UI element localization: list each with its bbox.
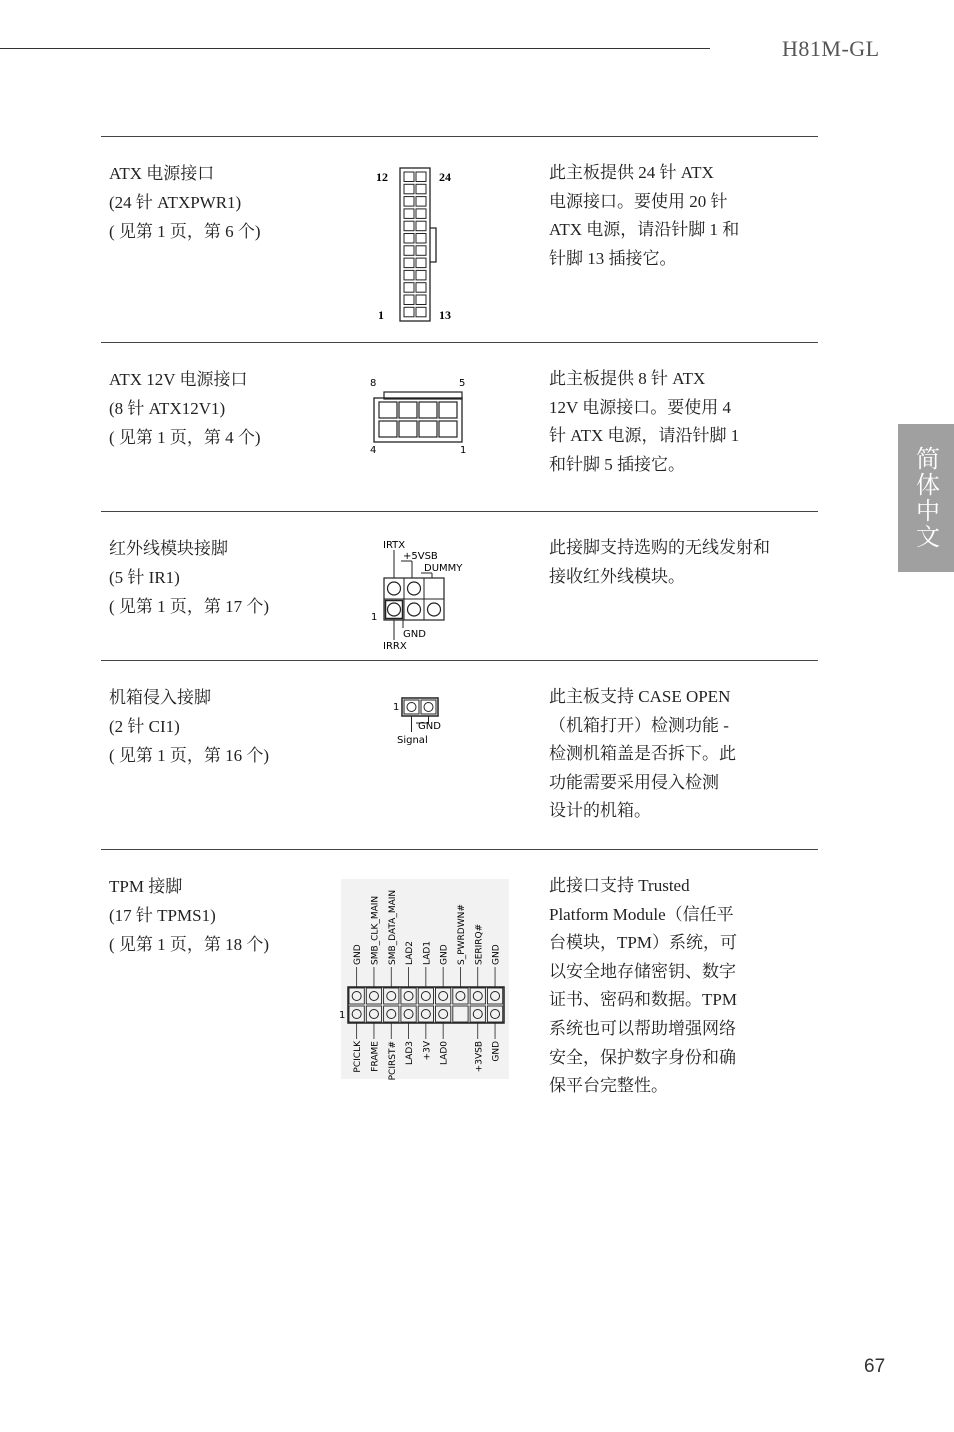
pin-label-irtx: IRTX (383, 540, 406, 551)
pin (419, 402, 437, 418)
tpm-pin-label-top: LAD2 (405, 940, 416, 965)
pin-grid (384, 578, 444, 620)
pin (419, 421, 437, 437)
pin (404, 172, 414, 182)
pin (404, 295, 414, 305)
pin (404, 307, 414, 317)
pin (388, 582, 401, 595)
section-atx12v-info (109, 365, 261, 452)
tpm-pin-label-bottom: PCIRST# (387, 1041, 398, 1081)
section-pins: (8 针 ATX12V1) (109, 399, 226, 418)
pin-label-4: 4 (370, 445, 377, 456)
pin (404, 283, 414, 293)
pin (408, 603, 421, 616)
atx24-connector-diagram (370, 164, 470, 329)
pin (404, 197, 414, 207)
pin (428, 603, 441, 616)
desc-line: 电源接口。要使用 20 针 (549, 191, 728, 211)
pin-label-gnd: GND (403, 629, 426, 640)
pin-label-signal: Signal (397, 735, 428, 746)
section-ref: ( 见第 1 页，第 17 个) (109, 597, 270, 616)
language-tab-label: 简体中文 (911, 446, 940, 550)
tpm-pin-label-top: S_PWRDWN# (456, 904, 467, 965)
pin (416, 209, 426, 219)
desc-line: Platform Module（信任平 (549, 904, 734, 924)
section-divider (101, 136, 818, 137)
pin (439, 402, 457, 418)
desc-line: 此接脚支持选购的无线发射和 (549, 538, 770, 557)
pin (416, 221, 426, 231)
section-ci-info (109, 683, 269, 770)
desc-line: 系统也可以帮助增强网络 (549, 1018, 736, 1038)
pin-label-1: 1 (378, 308, 384, 322)
desc-line: 功能需要采用侵入检测 (549, 772, 719, 792)
section-divider (101, 511, 818, 512)
section-pins: (5 针 IR1) (109, 568, 180, 587)
section-pins: (2 针 CI1) (109, 717, 180, 736)
pin (407, 703, 416, 712)
tpm-pin-label-bottom: PCICLK (353, 1041, 364, 1073)
connector-latch (430, 228, 436, 262)
connector-housing (374, 398, 462, 442)
pin (416, 172, 426, 182)
section-divider (101, 660, 818, 661)
desc-line: 以安全地存储密钥、数字 (549, 961, 736, 981)
tpm-pin-label-top: GND (353, 944, 364, 965)
tpm-pin-label-top: SMB_CLK_MAIN (370, 895, 381, 965)
section-divider (101, 849, 818, 850)
desc-line: 证书、密码和数据。TPM (549, 990, 737, 1010)
tpm-pin-label-bottom: LAD0 (439, 1041, 450, 1066)
section-title: 机箱侵入接脚 (109, 688, 211, 707)
pin-label-5: 5 (459, 378, 466, 389)
pin-grid (404, 172, 426, 317)
desc-line: 检测机箱盖是否拆下。此 (549, 744, 736, 764)
section-title: TPM 接脚 (109, 877, 183, 896)
desc-line: 针脚 13 插接它。 (549, 248, 677, 268)
section-title: ATX 12V 电源接口 (109, 370, 248, 389)
section-ref: ( 见第 1 页，第 16 个) (109, 746, 270, 765)
section-atx12v-desc (549, 365, 739, 479)
desc-line: （机箱打开）检测功能 - (549, 715, 729, 735)
section-atx-power-desc (549, 159, 739, 273)
pin (416, 295, 426, 305)
pin (404, 234, 414, 244)
pin-label-8: 8 (370, 378, 377, 389)
pin-label-13: 13 (439, 308, 451, 322)
pin-label-1: 1 (371, 612, 378, 623)
page-number: 67 (864, 1356, 886, 1377)
desc-line: 此主板支持 CASE OPEN (549, 687, 731, 706)
section-ci-desc (549, 683, 736, 826)
section-title: 红外线模块接脚 (109, 539, 228, 558)
ir-header-diagram (366, 536, 481, 654)
tpm-pin-label-bottom: +3VSB (474, 1041, 485, 1073)
pin (388, 603, 401, 616)
section-pins: (17 针 TPMS1) (109, 906, 216, 925)
pin (404, 246, 414, 256)
desc-line: 针 ATX 电源，请沿针脚 1 (549, 426, 740, 446)
section-title: ATX 电源接口 (109, 164, 215, 183)
pin (439, 421, 457, 437)
desc-line: 保平台完整性。 (549, 1076, 668, 1096)
section-ir-desc (549, 534, 770, 591)
pin-label-24: 24 (439, 170, 451, 184)
desc-line: 此主板提供 8 针 ATX (549, 369, 706, 388)
pin (404, 209, 414, 219)
desc-line: 接收红外线模块。 (549, 566, 685, 586)
pin (416, 184, 426, 194)
pin (408, 582, 421, 595)
pin (416, 270, 426, 280)
pin (379, 421, 397, 437)
pin (404, 184, 414, 194)
pin-label-1: 1 (339, 1010, 346, 1021)
pin (404, 270, 414, 280)
pin (379, 402, 397, 418)
desc-line: 此接口支持 Trusted (549, 876, 690, 895)
desc-line: 台模块，TPM）系统，可 (549, 933, 737, 953)
tpm-pin-label-bottom: +3V (422, 1041, 433, 1061)
tpm-header-diagram (341, 879, 509, 1079)
pin (404, 221, 414, 231)
section-tpm-info (109, 872, 269, 959)
pin-label-irrx: IRRX (383, 641, 407, 652)
header-rule (0, 48, 710, 49)
desc-line: 此主板提供 24 针 ATX (549, 163, 714, 182)
tpm-pin-label-bottom: GND (491, 1041, 502, 1062)
desc-line: 和针脚 5 插接它。 (549, 454, 685, 474)
pin (416, 197, 426, 207)
section-ref: ( 见第 1 页，第 6 个) (109, 222, 261, 241)
section-tpm-desc (549, 872, 737, 1101)
model-name: H81M-GL (782, 36, 880, 61)
desc-line: 设计的机箱。 (549, 801, 651, 821)
pin (424, 703, 433, 712)
pin (399, 402, 417, 418)
ci-header-diagram (390, 694, 460, 746)
pin-grid (379, 402, 457, 437)
pin (416, 307, 426, 317)
pin (416, 283, 426, 293)
pin-label-12: 12 (376, 170, 388, 184)
section-ref: ( 见第 1 页，第 18 个) (109, 935, 270, 954)
section-atx-power-info (109, 159, 261, 246)
pin (416, 246, 426, 256)
tpm-pin-label-top: SMB_DATA_MAIN (387, 889, 398, 965)
tpm-pin-label-bottom: FRAME (370, 1041, 381, 1072)
section-pins: (24 针 ATXPWR1) (109, 193, 242, 212)
section-divider (101, 342, 818, 343)
pin-label-1: 1 (460, 445, 467, 456)
pin (404, 258, 414, 268)
section-ir-info (109, 534, 269, 621)
desc-line: ATX 电源，请沿针脚 1 和 (549, 220, 740, 240)
pin-label-1: 1 (393, 702, 400, 713)
tpm-pin-label-top: LAD1 (422, 940, 433, 965)
pin (416, 258, 426, 268)
tpm-pin-label-top: SERIRQ# (474, 923, 485, 965)
pin-label-gnd: GND (418, 721, 441, 732)
desc-line: 安全，保护数字身份和确 (549, 1047, 736, 1067)
pin (399, 421, 417, 437)
pin-label-dummy: DUMMY (424, 563, 463, 574)
pin (416, 234, 426, 244)
tpm-pin-label-bottom: LAD3 (405, 1041, 416, 1066)
language-tab (898, 424, 954, 572)
tpm-pin-label-top: GND (439, 944, 450, 965)
section-ref: ( 见第 1 页，第 4 个) (109, 428, 261, 447)
atx12v-connector-diagram (364, 374, 474, 458)
tpm-pin-label-top: GND (491, 944, 502, 965)
pin-label-5vsb: +5VSB (403, 551, 438, 562)
desc-line: 12V 电源接口。要使用 4 (549, 397, 731, 417)
